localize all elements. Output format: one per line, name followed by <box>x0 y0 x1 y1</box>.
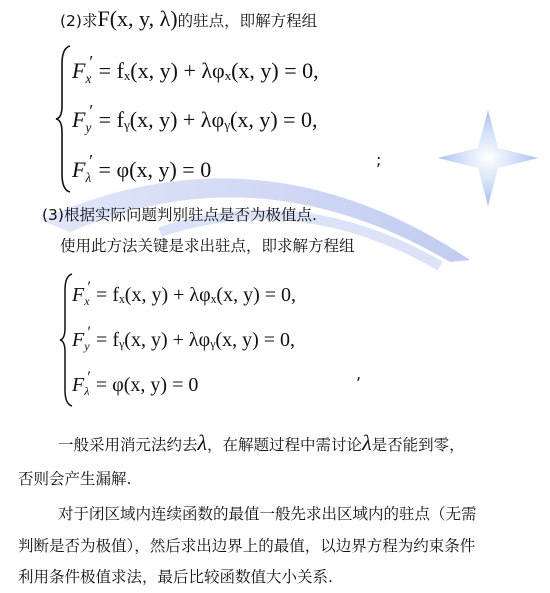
step2-prefix: (2)求 <box>60 12 98 30</box>
step3-line: (3)根据实际问题判别驻点是否为极值点. <box>42 206 317 224</box>
step2-suffix: 的驻点，即解方程组 <box>177 12 318 30</box>
system2-eq3: $F_\lambda' = \varphi(x$, y) = 0 <box>72 369 199 399</box>
step2-line <box>60 8 317 32</box>
system2-eq2: $F_y'$ = fᵧ(x, y) + λφᵧ(x, y) = 0, <box>72 324 296 354</box>
system1-brace <box>54 44 74 194</box>
system1-eq3: $F_\lambda' = \varphi(x$, y) = 0 <box>72 151 212 185</box>
system2-eq1: $F_x' = f_x(x$, y) + λφₓ(x, y) = 0, <box>72 279 297 309</box>
intro2-line: 使用此方法关键是求出驻点，即求解方程组 <box>60 237 355 255</box>
system2-tail: , <box>356 364 362 383</box>
lambda-symbol-2: λ <box>362 430 372 455</box>
lambda-symbol-1: λ <box>197 430 208 455</box>
para1-line1: 一般采用消元法约去λ，在解题过程中需讨论λ是否能到零， <box>58 430 465 455</box>
system1-eq1: $F_x' = f_x(x$, y) + λφₓ(x, y) = 0, <box>72 52 319 86</box>
para2-line3: 利用条件极值求法，最后比较函数值大小关系. <box>18 568 333 586</box>
system1-eq2: $F_y'$ = fᵧ(x, y) + λφᵧ(x, y) = 0, <box>72 101 318 135</box>
system1-tail: ; <box>376 150 382 169</box>
step2-function: F(x, y, λ) <box>97 6 178 31</box>
para2-line1: 对于闭区域内连续函数的最值一般先求出区域内的驻点（无需 <box>58 505 477 523</box>
para1-line2: 否则会产生漏解. <box>18 470 132 488</box>
para2-line2: 判断是否为极值），然后求出边界上的最值，以边界方程为约束条件 <box>18 537 476 555</box>
